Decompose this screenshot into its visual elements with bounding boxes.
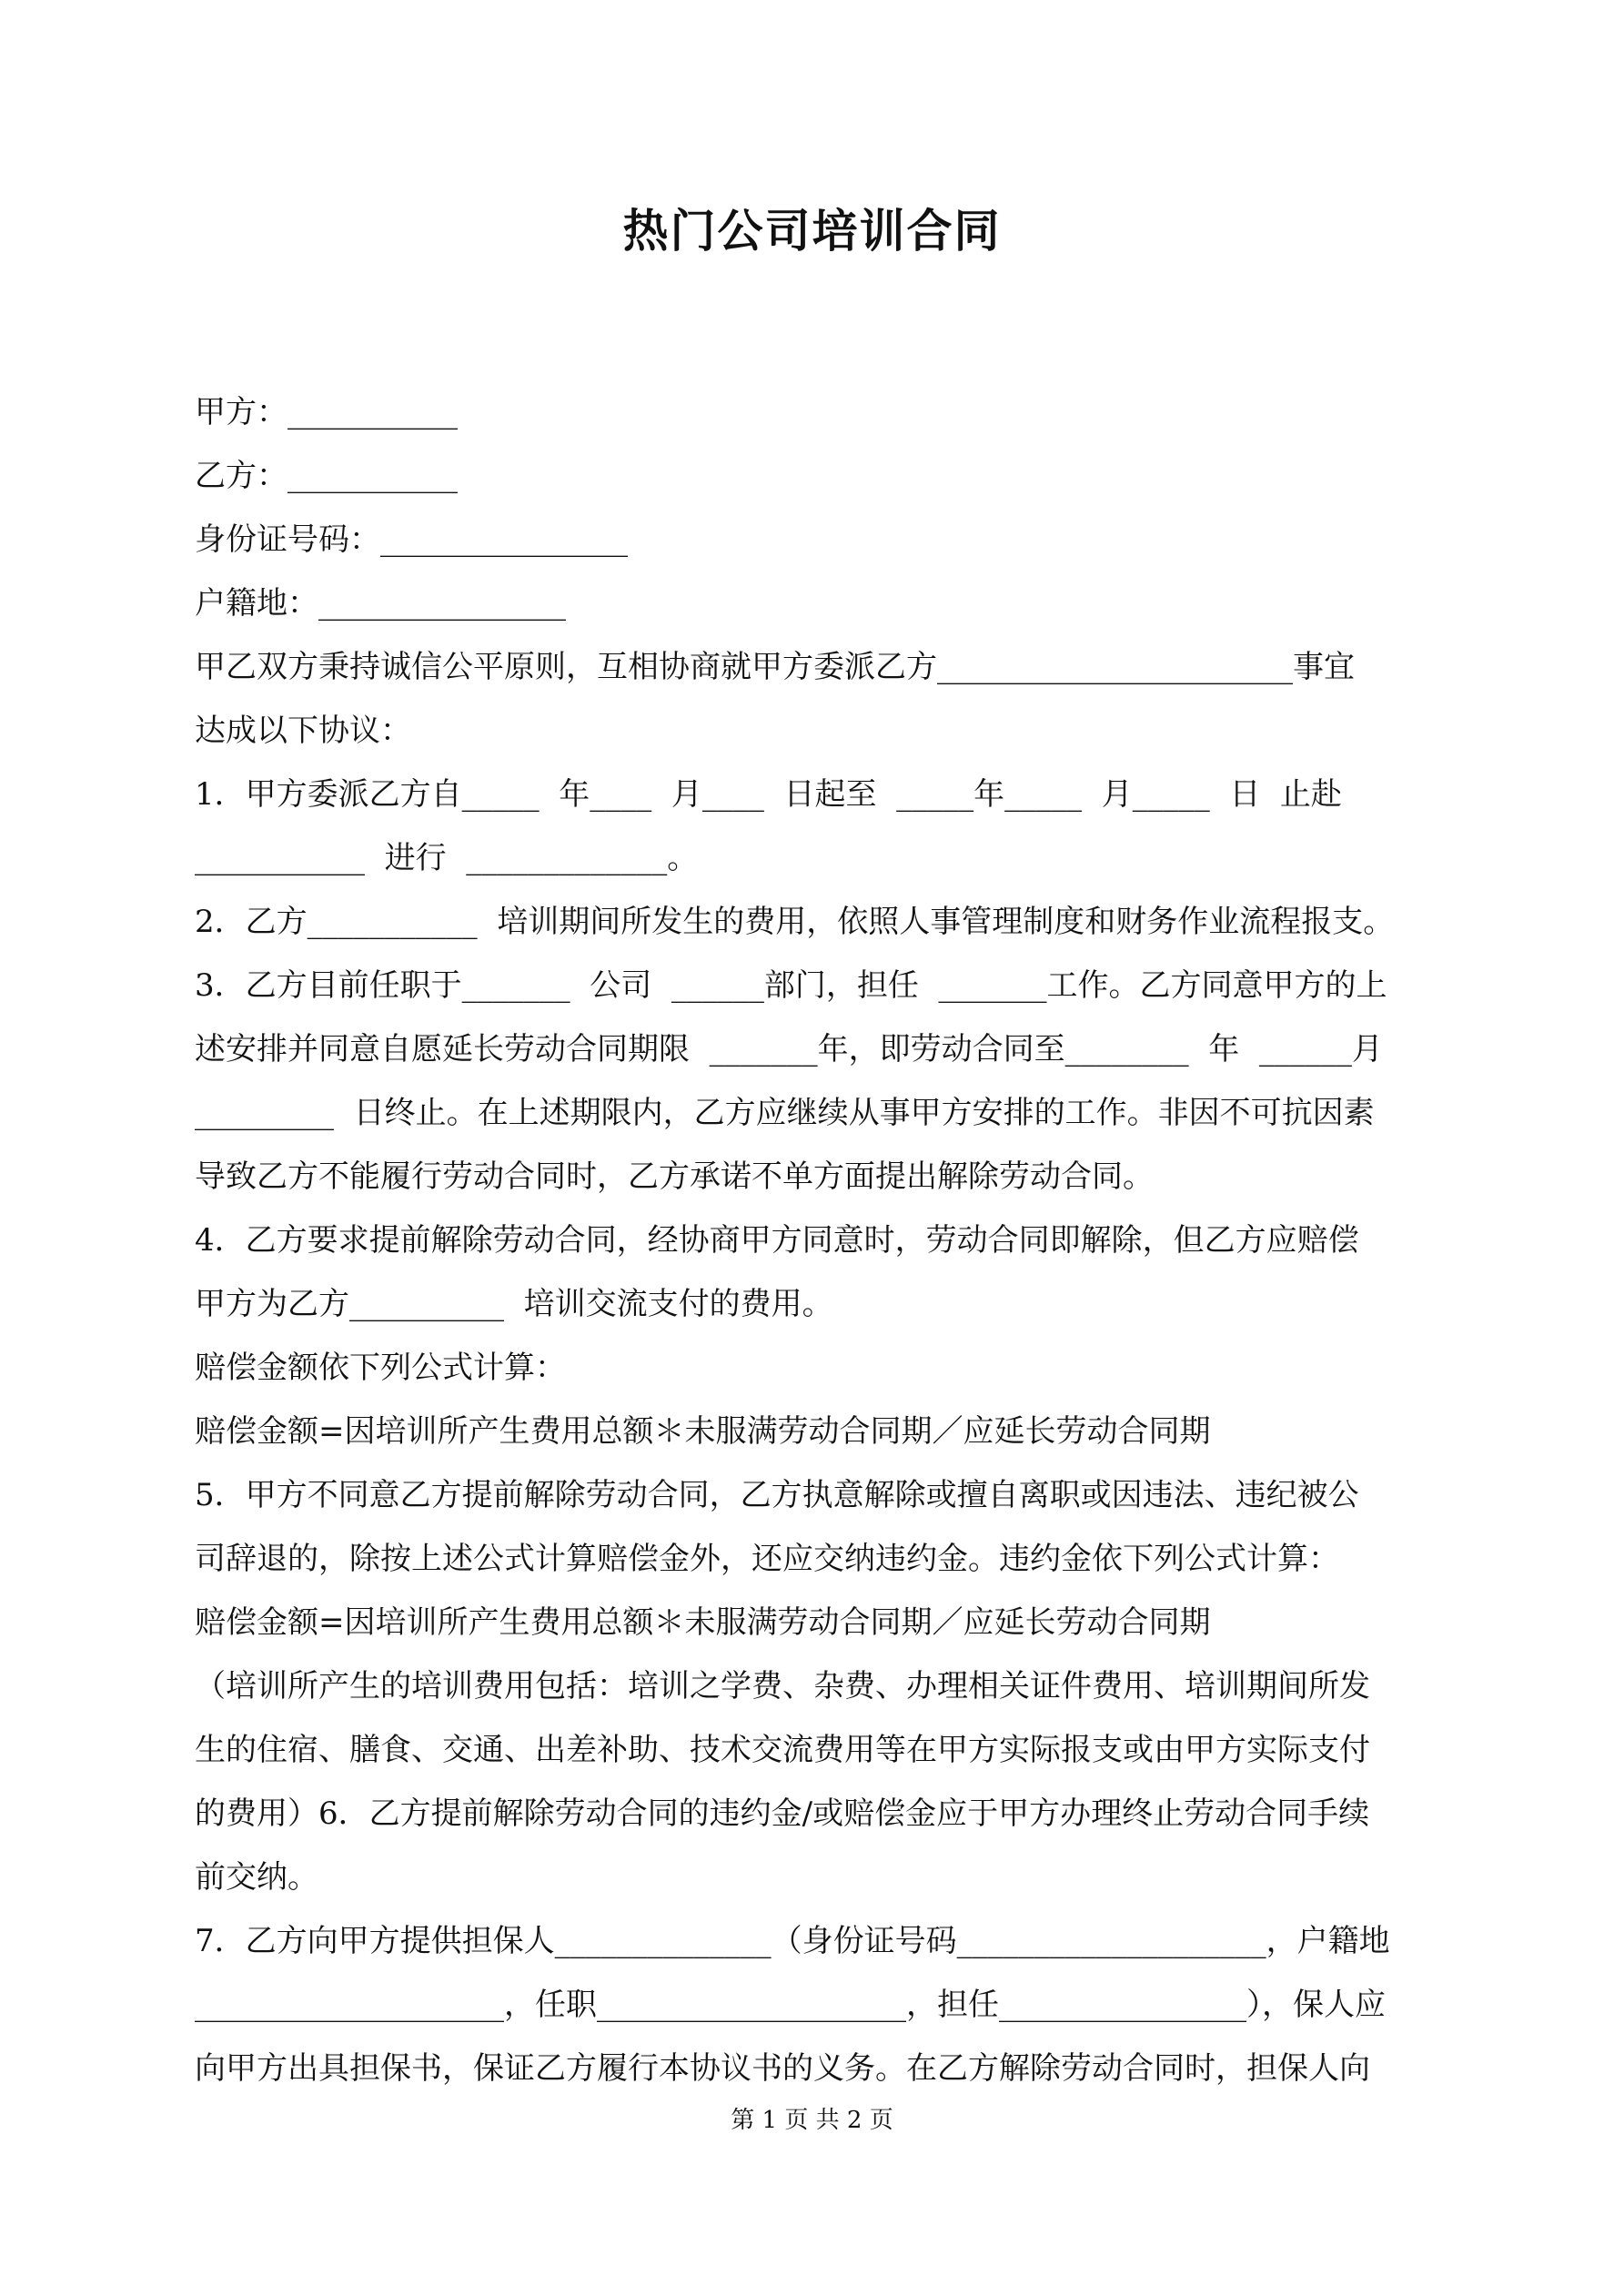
clause-3-line: 述安排并同意自愿延长劳动合同期限 _______年，即劳动合同至________ 年 ______月 bbox=[195, 1031, 1383, 1067]
contract-body bbox=[195, 380, 1441, 2100]
clause-4-line: 4．乙方要求提前解除劳动合同，经协商甲方同意时，劳动合同即解除，但乙方应赔偿 bbox=[195, 1222, 1359, 1259]
formula-line: 赔偿金额=因培训所产生费用总额＊未服满劳动合同期／应延长劳动合同期 bbox=[195, 1413, 1211, 1450]
clause-2-line: 2．乙方___________ 培训期间所发生的费用，依照人事管理制度和财务作业流程报支。 bbox=[195, 904, 1395, 940]
clause-3-line: 3．乙方目前任职于_______ 公司 ______部门，担任 _______工作。乙方同意甲方的上 bbox=[195, 967, 1387, 1004]
clause-1-line: ___________ 进行 _____________。 bbox=[195, 840, 699, 876]
formula-line: 赔偿金额=因培训所产生费用总额＊未服满劳动合同期／应延长劳动合同期 bbox=[195, 1604, 1211, 1641]
clause-7-line: 向甲方出具担保书，保证乙方履行本协议书的义务。在乙方解除劳动合同时，担保人向 bbox=[195, 2050, 1370, 2087]
page-number-footer: 第 1 页 共 2 页 bbox=[731, 2107, 893, 2134]
document-title: 热门公司培训合同 bbox=[622, 204, 1002, 258]
clause-3-line: 导致乙方不能履行劳动合同时，乙方承诺不单方面提出解除劳动合同。 bbox=[195, 1158, 1154, 1195]
clause-1-line: 1．甲方委派乙方自_____ 年____ 月____ 日起至 _____年_____ 月_____ 日 止赴 bbox=[195, 776, 1342, 813]
clause-4-line: 甲方为乙方__________ 培训交流支付的费用。 bbox=[195, 1286, 833, 1322]
clause-5-line: 司辞退的，除按上述公式计算赔偿金外，还应交纳违约金。违约金依下列公式计算： bbox=[195, 1541, 1339, 1577]
preamble-line: 甲乙双方秉持诚信公平原则，互相协商就甲方委派乙方_______________________事宜 bbox=[195, 649, 1355, 685]
id-number-line: 身份证号码：________________ bbox=[195, 521, 628, 558]
training-cost-note-line: （培训所产生的培训费用包括：培训之学费、杂费、办理相关证件费用、培训期间所发 bbox=[195, 1668, 1370, 1704]
clause-6-line: 的费用）6．乙方提前解除劳动合同的违约金/或赔偿金应于甲方办理终止劳动合同手续 bbox=[195, 1795, 1370, 1832]
party-a-line: 甲方：___________ bbox=[195, 394, 458, 430]
clause-7-line: 7．乙方向甲方提供担保人______________（身份证号码____________________，户籍地 bbox=[195, 1923, 1390, 1959]
party-b-line: 乙方：___________ bbox=[195, 458, 458, 494]
formula-intro-line: 赔偿金额依下列公式计算： bbox=[195, 1350, 566, 1386]
preamble-line: 达成以下协议： bbox=[195, 713, 411, 749]
clause-3-line: _________ 日终止。在上述期限内，乙方应继续从事甲方安排的工作。非因不可抗因素 bbox=[195, 1095, 1375, 1131]
household-registration-line: 户籍地：________________ bbox=[195, 585, 566, 622]
training-cost-note-line: 生的住宿、膳食、交通、出差补助、技术交流费用等在甲方实际报支或由甲方实际支付 bbox=[195, 1732, 1370, 1768]
clause-5-line: 5．甲方不同意乙方提前解除劳动合同，乙方执意解除或擅自离职或因违法、违纪被公 bbox=[195, 1477, 1359, 1513]
clause-7-line: ____________________，任职____________________，担任________________），保人应 bbox=[195, 1987, 1386, 2023]
clause-6-line: 前交纳。 bbox=[195, 1859, 318, 1896]
